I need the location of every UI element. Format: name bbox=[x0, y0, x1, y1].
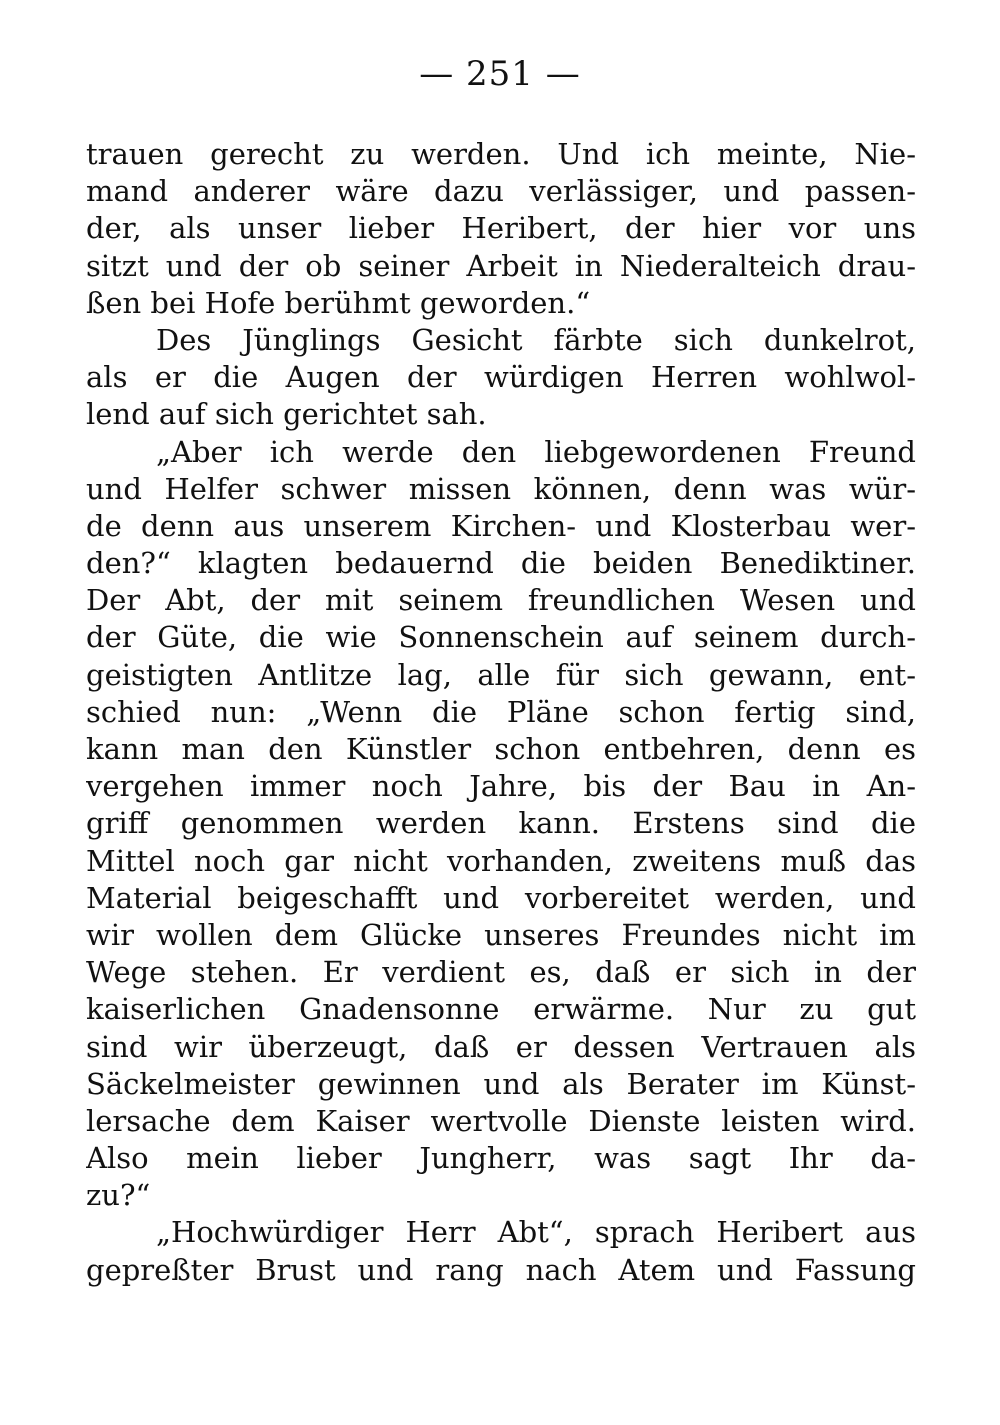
text-line: Also mein lieber Jungherr, was sagt Ihr da- bbox=[86, 1141, 916, 1176]
text-line: de denn aus unserem Kirchen- und Klosterbau wer- bbox=[86, 508, 916, 543]
text-line: und Helfer schwer missen können, denn was wür- bbox=[86, 471, 916, 506]
text-line: zu?“ bbox=[86, 1178, 151, 1213]
text-line: vergehen immer noch Jahre, bis der Bau in An- bbox=[86, 769, 916, 804]
text-line: der, als unser lieber Heribert, der hier vor uns bbox=[86, 211, 916, 246]
text-line: sind wir überzeugt, daß er dessen Vertrauen als bbox=[86, 1029, 916, 1064]
text-line: Mittel noch gar nicht vorhanden, zweitens muß das bbox=[86, 843, 916, 878]
text-line: kann man den Künstler schon entbehren, denn es bbox=[86, 732, 916, 766]
text-line: schied nun: „Wenn die Pläne schon fertig sind, bbox=[86, 694, 916, 729]
text-line: den?“ klagten bedauernd die beiden Benediktiner. bbox=[86, 546, 916, 581]
text-line: mand anderer wäre dazu verlässiger, und passen- bbox=[86, 174, 916, 209]
text-line: Der Abt, der mit seinem freundlichen Wesen und bbox=[86, 583, 916, 618]
text-line: kaiserlichen Gnadensonne erwärme. Nur zu gut bbox=[86, 992, 916, 1027]
text-line: lersache dem Kaiser wertvolle Dienste leisten wird. bbox=[86, 1103, 916, 1138]
text-line: Material beigeschafft und vorbereitet werden, und bbox=[86, 880, 916, 915]
text-line: „Hochwürdiger Herr Abt“, sprach Heribert aus bbox=[156, 1215, 916, 1250]
text-line: wir wollen dem Glücke unseres Freundes nicht im bbox=[86, 917, 916, 952]
text-line: griff genommen werden kann. Erstens sind die bbox=[86, 806, 916, 841]
text-line: Des Jünglings Gesicht färbte sich dunkelrot, bbox=[156, 322, 916, 357]
text-line: Wege stehen. Er verdient es, daß er sich in der bbox=[86, 955, 916, 990]
text-line: ßen bei Hofe berühmt geworden.“ bbox=[86, 285, 591, 320]
text-line: „Aber ich werde den liebgewordenen Freund bbox=[156, 434, 916, 469]
text-line: Säckelmeister gewinnen und als Berater im Künst- bbox=[86, 1066, 916, 1101]
text-line: geistigten Antlitze lag, alle für sich gewann, ent- bbox=[86, 657, 916, 692]
text-line: der Güte, die wie Sonnenschein auf seinem durch- bbox=[86, 620, 916, 655]
page-number: — 251 — bbox=[419, 54, 581, 94]
text-line: sitzt und der ob seiner Arbeit in Niederalteich drau- bbox=[86, 248, 916, 283]
body-text bbox=[86, 136, 916, 1289]
text-line: gepreßter Brust und rang nach Atem und Fassung bbox=[86, 1252, 916, 1287]
text-line: trauen gerecht zu werden. Und ich meinte, Nie- bbox=[86, 137, 916, 171]
text-line: als er die Augen der würdigen Herren wohlwol- bbox=[86, 360, 916, 395]
text-line: lend auf sich gerichtet sah. bbox=[86, 397, 487, 432]
